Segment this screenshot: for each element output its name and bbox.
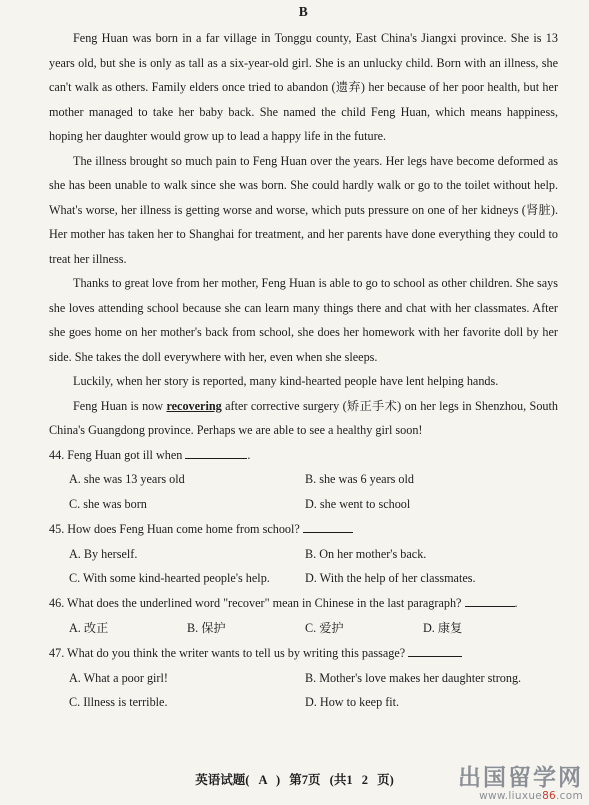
option-45-a[interactable]: A. By herself. (69, 546, 138, 561)
option-44-d[interactable]: D. she went to school (305, 497, 411, 512)
passage-paragraph-5 (49, 394, 558, 443)
option-45-c[interactable]: C. With some kind-hearted people's help. (69, 571, 270, 586)
option-47-d[interactable]: D. How to keep fit. (305, 695, 400, 710)
question-46-stem: 46. What does the underlined word "recover" mean in Chinese in the last paragraph? . (49, 596, 518, 611)
passage-paragraph-3: Thanks to great love from her mother, Feng Huan is able to go to school as other children. She says she loves attending school because she can learn many things there and chat with her classmates. After she goes home on her mother's back from school, she does her homework with her favorite doll by her side. She takes the doll everywhere with her, even when she sleeps. (49, 276, 558, 364)
option-45-b[interactable]: B. On her mother's back. (305, 546, 427, 561)
option-46-c[interactable]: C. 爱护 (305, 621, 344, 636)
option-44-b[interactable]: B. she was 6 years old (305, 472, 414, 487)
paragraph-5-start: Feng Huan is now (73, 398, 167, 413)
answer-blank-45[interactable] (303, 521, 353, 533)
option-46-b[interactable]: B. 保护 (187, 621, 226, 636)
question-44-options (49, 467, 558, 517)
section-label: B (298, 4, 309, 19)
question-46-options (49, 616, 558, 641)
watermark-url: www.liuxue86.com (479, 790, 583, 802)
question-47-stem: 47. What do you think the writer wants to tell us by writing this passage? (49, 641, 558, 666)
option-44-c[interactable]: C. she was born (69, 497, 147, 512)
passage-paragraph-2: The illness brought so much pain to Feng Huan over the years. Her legs have become deformed as she has been unable to walk since she was born. She could hardly walk or go to the toilet without help. What's worse, her illness is getting worse and worse, which puts pressure on one of her kidneys (肾脏). Her mother has taken her to Shanghai for treatment, and her parents have done everything they could to treat her illness. (49, 153, 558, 266)
passage-paragraph-1: Feng Huan was born in a far village in Tonggu county, East China's Jiangxi province. She is 13 years old, but she is only as tall as a six-year-old girl. She is an unlucky child. Born with an illness, she can't walk as others. Family elders once tried to abandon (遗弃) her because of her poor health, but her mother managed to take her baby back. She named the child Feng Huan, which means happiness, hoping her daughter would grow up to lead a happy life in the future. (49, 31, 558, 143)
site-watermark (458, 766, 583, 802)
paragraph-5-end: after corrective surgery (矫正手术) on her legs in Shenzhou, South China's Guangdong province. Perhaps we are able to see a healthy girl soon! (49, 398, 558, 437)
option-44-a[interactable]: A. she was 13 years old (69, 472, 185, 487)
watermark-title: 出国留学网 (458, 765, 583, 791)
answer-blank-47[interactable] (408, 645, 462, 657)
option-46-d[interactable]: D. 康复 (423, 621, 463, 636)
option-46-a[interactable]: A. 改正 (69, 621, 109, 636)
question-45-stem: 45. How does Feng Huan come home from school? (49, 517, 558, 542)
passage-paragraph-4: Luckily, when her story is reported, many kind-hearted people have lent helping hands. (73, 374, 499, 388)
underlined-word: recovering (166, 398, 222, 413)
page-footer: 英语试题( A ) 第7页 (共1 2 页) (195, 773, 394, 787)
option-45-d[interactable]: D. With the help of her classmates. (305, 571, 476, 586)
question-47-options (49, 666, 558, 716)
question-44-stem: 44. Feng Huan got ill when . (49, 447, 251, 462)
answer-blank-46[interactable] (465, 595, 515, 607)
answer-blank-44[interactable] (185, 447, 247, 459)
option-47-b[interactable]: B. Mother's love makes her daughter strong. (305, 670, 522, 685)
option-47-c[interactable]: C. Illness is terrible. (69, 695, 168, 710)
question-45-options (49, 542, 558, 592)
option-47-a[interactable]: A. What a poor girl! (69, 670, 168, 685)
